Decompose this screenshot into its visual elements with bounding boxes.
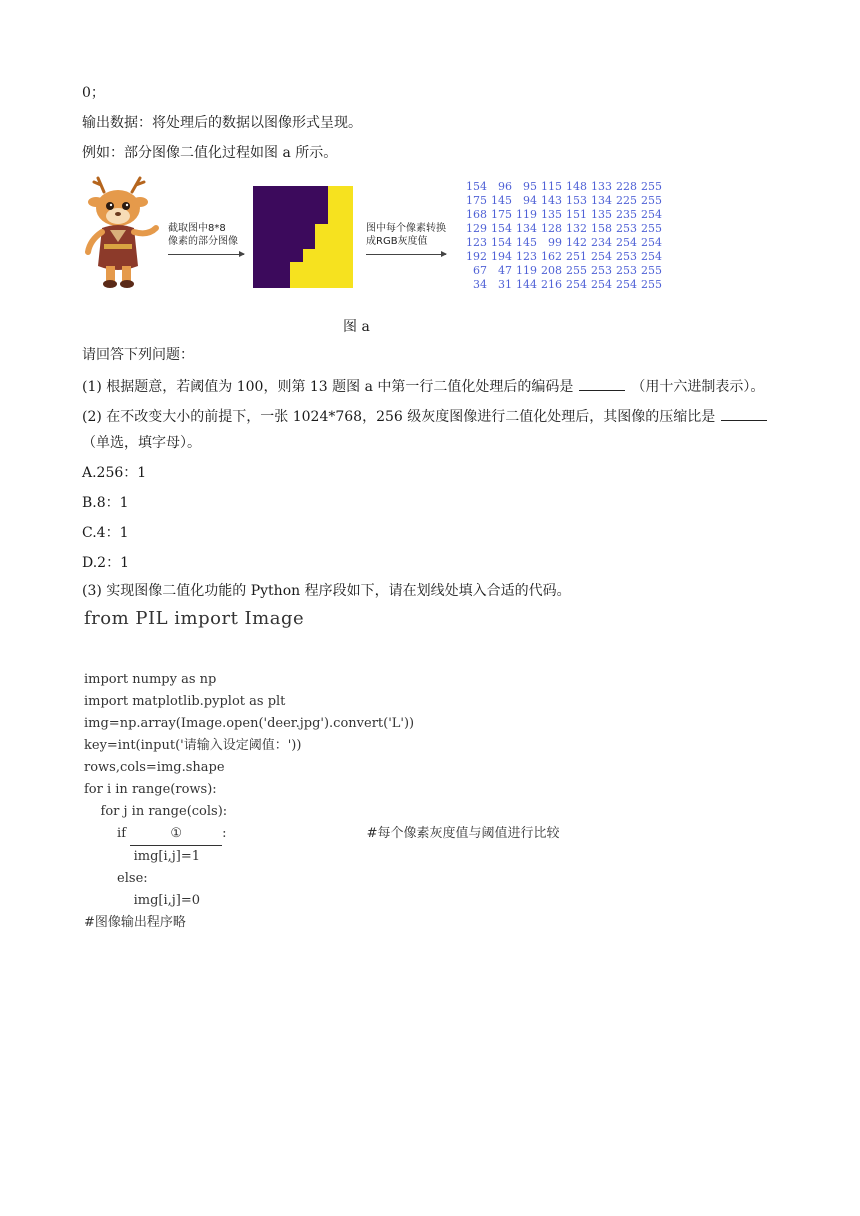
matrix-cell: 34 bbox=[473, 278, 487, 291]
code-if-suffix: : bbox=[222, 826, 227, 841]
matrix-cell: 234 bbox=[591, 236, 612, 249]
matrix-cell: 235 bbox=[616, 208, 637, 221]
deer-mascot-icon bbox=[82, 170, 164, 290]
matrix-cell: 151 bbox=[566, 208, 587, 221]
matrix-cell: 254 bbox=[616, 278, 637, 291]
code-line: for i in range(rows): bbox=[84, 782, 217, 797]
crop-label bbox=[168, 222, 238, 248]
code-if-prefix: if bbox=[84, 826, 131, 841]
matrix-cell: 67 bbox=[473, 264, 487, 277]
matrix-cell: 168 bbox=[466, 208, 487, 221]
code-line: img[i,j]=1 bbox=[84, 849, 201, 864]
matrix-cell: 253 bbox=[616, 250, 637, 263]
option-a: A.256：1 bbox=[82, 465, 147, 481]
answer-blank-1[interactable] bbox=[579, 376, 625, 391]
intro-line-3: 例如：部分图像二值化过程如图 a 所示。 bbox=[82, 145, 338, 161]
matrix-cell: 145 bbox=[516, 236, 537, 249]
matrix-cell: 134 bbox=[591, 194, 612, 207]
matrix-row bbox=[462, 278, 662, 292]
code-line: rows,cols=img.shape bbox=[84, 760, 225, 775]
crop-arrow bbox=[168, 254, 244, 255]
question-2 bbox=[82, 406, 773, 426]
answer-blank-2[interactable] bbox=[721, 406, 767, 421]
matrix-cell: 143 bbox=[541, 194, 562, 207]
matrix-row bbox=[462, 208, 662, 222]
code-line: for j in range(cols): bbox=[84, 804, 228, 819]
code-line: img=np.array(Image.open('deer.jpg').convert('L')) bbox=[84, 716, 415, 731]
matrix-cell: 251 bbox=[566, 250, 587, 263]
code-line: import matplotlib.pyplot as plt bbox=[84, 694, 286, 709]
convert-label bbox=[366, 222, 446, 248]
matrix-row bbox=[462, 264, 662, 278]
matrix-cell: 216 bbox=[541, 278, 562, 291]
matrix-cell: 119 bbox=[516, 264, 537, 277]
matrix-cell: 123 bbox=[516, 250, 537, 263]
code-blank-1[interactable]: ① bbox=[130, 823, 222, 846]
crop-label-line-2: 像素的部分图像 bbox=[168, 236, 238, 247]
question-1-text: (1) 根据题意，若阈值为 100，则第 13 题图 a 中第一行二值化处理后的编码是 bbox=[82, 379, 574, 395]
code-line: img[i,j]=0 bbox=[84, 893, 201, 908]
matrix-cell: 255 bbox=[641, 194, 662, 207]
code-if-line bbox=[84, 823, 559, 846]
code-line: else: bbox=[84, 871, 148, 886]
figure-a bbox=[82, 170, 682, 300]
matrix-cell: 135 bbox=[591, 208, 612, 221]
matrix-cell: 135 bbox=[541, 208, 562, 221]
figure-caption: 图 a bbox=[343, 319, 370, 335]
matrix-cell: 208 bbox=[541, 264, 562, 277]
matrix-cell: 142 bbox=[566, 236, 587, 249]
matrix-cell: 253 bbox=[591, 264, 612, 277]
question-1-tail: （用十六进制表示）。 bbox=[631, 379, 765, 395]
matrix-cell: 194 bbox=[491, 250, 512, 263]
matrix-cell: 255 bbox=[641, 180, 662, 193]
matrix-cell: 31 bbox=[498, 278, 512, 291]
matrix-row bbox=[462, 250, 662, 264]
matrix-cell: 148 bbox=[566, 180, 587, 193]
question-3: (3) 实现图像二值化功能的 Python 程序段如下，请在划线处填入合适的代码。 bbox=[82, 583, 571, 599]
matrix-cell: 154 bbox=[491, 222, 512, 235]
gray-value-matrix bbox=[462, 180, 662, 292]
matrix-cell: 254 bbox=[641, 236, 662, 249]
code-title: from PIL import Image bbox=[84, 608, 305, 629]
matrix-cell: 255 bbox=[641, 278, 662, 291]
matrix-cell: 144 bbox=[516, 278, 537, 291]
matrix-row bbox=[462, 180, 662, 194]
matrix-cell: 154 bbox=[466, 180, 487, 193]
matrix-row bbox=[462, 222, 662, 236]
matrix-cell: 192 bbox=[466, 250, 487, 263]
question-1 bbox=[82, 376, 764, 396]
matrix-cell: 123 bbox=[466, 236, 487, 249]
matrix-cell: 96 bbox=[498, 180, 512, 193]
matrix-cell: 99 bbox=[548, 236, 562, 249]
code-line: #图像输出程序略 bbox=[84, 915, 186, 930]
matrix-cell: 254 bbox=[616, 236, 637, 249]
intro-line-1: 0； bbox=[82, 85, 105, 101]
matrix-cell: 132 bbox=[566, 222, 587, 235]
convert-arrow bbox=[366, 254, 446, 255]
code-line: import numpy as np bbox=[84, 672, 217, 687]
matrix-cell: 128 bbox=[541, 222, 562, 235]
matrix-cell: 254 bbox=[641, 250, 662, 263]
matrix-cell: 254 bbox=[566, 278, 587, 291]
matrix-cell: 95 bbox=[523, 180, 537, 193]
code-comment: #每个像素灰度值与阈值进行比较 bbox=[366, 826, 560, 841]
matrix-cell: 253 bbox=[616, 264, 637, 277]
matrix-cell: 47 bbox=[498, 264, 512, 277]
matrix-cell: 154 bbox=[491, 236, 512, 249]
matrix-cell: 119 bbox=[516, 208, 537, 221]
matrix-cell: 254 bbox=[591, 250, 612, 263]
code-block bbox=[84, 650, 559, 953]
question-2-tail: （单选，填字母）。 bbox=[82, 435, 201, 451]
matrix-cell: 153 bbox=[566, 194, 587, 207]
matrix-cell: 158 bbox=[591, 222, 612, 235]
matrix-cell: 255 bbox=[641, 264, 662, 277]
crop-label-line-1: 截取图中8*8 bbox=[168, 223, 226, 234]
matrix-row bbox=[462, 236, 662, 250]
matrix-cell: 133 bbox=[591, 180, 612, 193]
matrix-cell: 228 bbox=[616, 180, 637, 193]
option-b: B.8：1 bbox=[82, 495, 129, 511]
matrix-cell: 254 bbox=[591, 278, 612, 291]
option-c: C.4：1 bbox=[82, 525, 129, 541]
intro-line-2: 输出数据：将处理后的数据以图像形式呈现。 bbox=[82, 115, 362, 131]
matrix-cell: 255 bbox=[641, 222, 662, 235]
matrix-cell: 253 bbox=[616, 222, 637, 235]
matrix-cell: 94 bbox=[523, 194, 537, 207]
matrix-row bbox=[462, 194, 662, 208]
matrix-cell: 145 bbox=[491, 194, 512, 207]
matrix-cell: 225 bbox=[616, 194, 637, 207]
question-2-text: (2) 在不改变大小的前提下，一张 1024*768，256 级灰度图像进行二值化处理后，其图像的压缩比是 bbox=[82, 409, 716, 425]
questions-prompt: 请回答下列问题： bbox=[82, 347, 194, 363]
option-d: D.2：1 bbox=[82, 555, 129, 571]
matrix-cell: 162 bbox=[541, 250, 562, 263]
matrix-cell: 175 bbox=[491, 208, 512, 221]
matrix-cell: 115 bbox=[541, 180, 562, 193]
convert-label-line-1: 图中每个像素转换 bbox=[366, 223, 446, 234]
convert-label-line-2: 成RGB灰度值 bbox=[366, 236, 428, 247]
binarized-image bbox=[253, 186, 353, 288]
matrix-cell: 254 bbox=[641, 208, 662, 221]
matrix-cell: 255 bbox=[566, 264, 587, 277]
matrix-cell: 175 bbox=[466, 194, 487, 207]
matrix-cell: 129 bbox=[466, 222, 487, 235]
matrix-cell: 134 bbox=[516, 222, 537, 235]
code-line: key=int(input('请输入设定阈值：')) bbox=[84, 738, 302, 753]
